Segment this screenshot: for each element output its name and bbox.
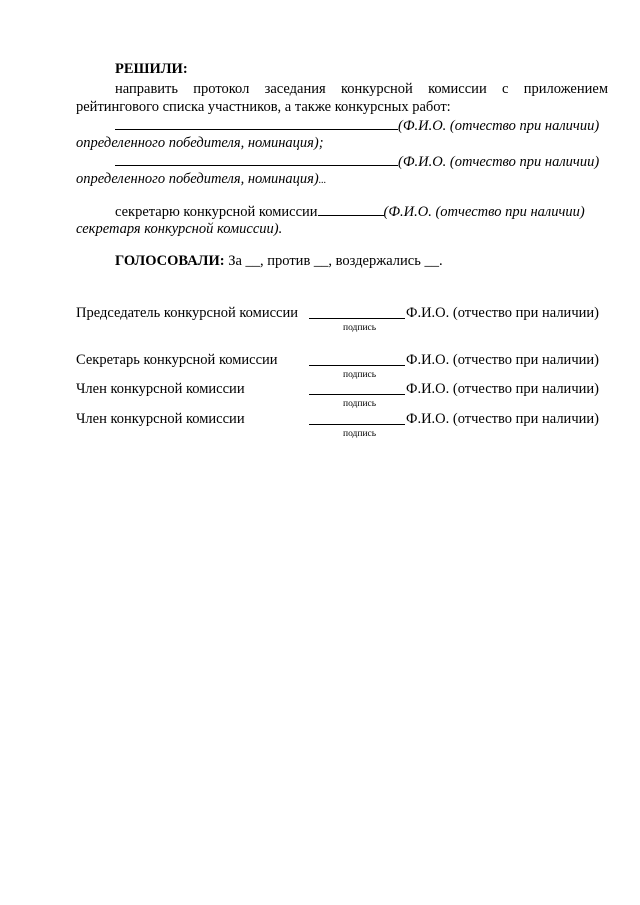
resolved-paragraph-line2: рейтингового списка участников, а также конкурсных работ:	[76, 99, 451, 115]
signature-caption-chairman: подпись	[343, 323, 377, 333]
secretary-fio: (Ф.И.О. (отчество при наличии)	[383, 204, 585, 220]
winner2-blank-line	[115, 152, 398, 166]
signature-line-secretary	[309, 352, 405, 366]
secretary-prefix: секретарю конкурсной комиссии	[115, 204, 318, 220]
winner2-row	[115, 152, 599, 171]
signature-fio-member1: Ф.И.О. (отчество при наличии)	[406, 381, 599, 397]
signature-role-member1: Член конкурсной комиссии	[76, 381, 245, 397]
winner2-continuation-row	[76, 170, 326, 190]
winner1-fio: (Ф.И.О. (отчество при наличии)	[398, 118, 600, 134]
signature-role-member2: Член конкурсной комиссии	[76, 411, 245, 427]
secretary-row	[115, 202, 585, 221]
voted-text: За __, против __, воздержались __.	[228, 253, 443, 269]
voted-label: ГОЛОСОВАЛИ:	[115, 253, 225, 269]
signature-line-member2	[309, 411, 405, 425]
signature-caption-member2: подпись	[343, 429, 377, 439]
winner1-continuation: определенного победителя, номинация);	[76, 135, 324, 151]
resolved-paragraph-line1: направить протокол заседания конкурсной комиссии с приложением	[115, 81, 608, 97]
signature-line-chairman	[309, 305, 405, 319]
signature-role-chairman: Председатель конкурсной комиссии	[76, 305, 298, 321]
winner2-continuation: определенного победителя, номинация)	[76, 171, 319, 187]
signature-fio-member2: Ф.И.О. (отчество при наличии)	[406, 411, 599, 427]
winner1-row	[115, 116, 599, 135]
winner1-blank-line	[115, 116, 398, 130]
winner2-ellipsis: ...	[318, 175, 327, 186]
winner2-fio: (Ф.И.О. (отчество при наличии)	[398, 154, 600, 170]
secretary-continuation: секретаря конкурсной комиссии).	[76, 221, 283, 237]
signature-caption-secretary: подпись	[343, 370, 377, 380]
signature-line-member1	[309, 381, 405, 395]
signature-role-secretary: Секретарь конкурсной комиссии	[76, 352, 278, 368]
signature-fio-chairman: Ф.И.О. (отчество при наличии)	[406, 305, 599, 321]
voted-row	[115, 252, 443, 270]
signature-fio-secretary: Ф.И.О. (отчество при наличии)	[406, 352, 599, 368]
signature-caption-member1: подпись	[343, 399, 377, 409]
secretary-blank-line	[318, 202, 384, 216]
resolved-heading: РЕШИЛИ:	[115, 61, 188, 77]
